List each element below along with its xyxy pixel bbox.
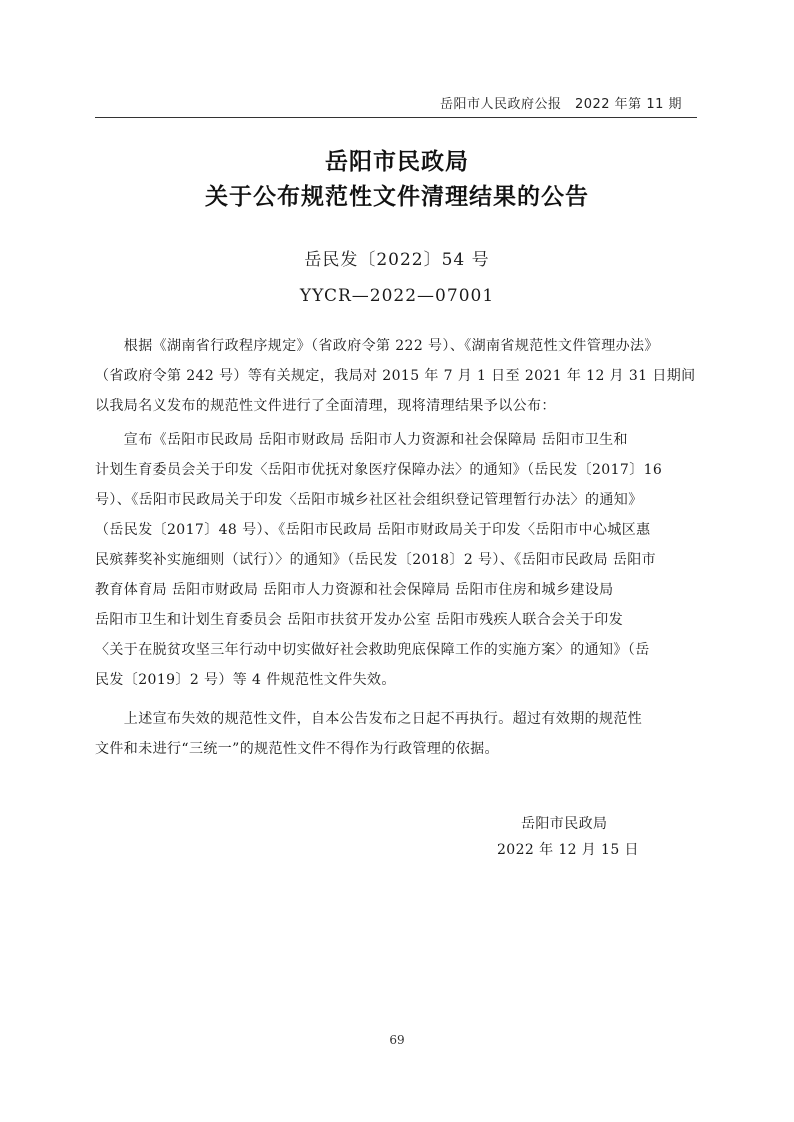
document-number: 岳民发〔2022〕54 号 [304,250,490,270]
text-line: 号）、《岳阳市民政局关于印发〈岳阳市城乡社区社会组织登记管理暂行办法〉的通知》 [95,492,643,508]
text-line: 教育体育局 岳阳市财政局 岳阳市人力资源和社会保障局 岳阳市住房和城乡建设局 [95,582,614,598]
signature-block [497,811,639,863]
paragraph-legal-basis [95,331,697,421]
text-line: （岳民发〔2017〕48 号）、《岳阳市民政局 岳阳市财政局关于印发〈岳阳市中心城区惠 [95,522,651,538]
text-line: （省政府令第 242 号）等有关规定，我局对 2015 年 7 月 1 日至 2021 年 12 月 31 日期间 [95,368,696,384]
text-line: 计划生育委员会关于印发〈岳阳市优抚对象医疗保障办法〉的通知》（岳民发〔2017〕16 [95,462,663,478]
title-subject: 关于公布规范性文件清理结果的公告 [205,184,589,210]
text-line: 文件和未进行“三统一”的规范性文件不得作为行政管理的依据。 [95,741,499,757]
header-rule [95,117,697,118]
text-line: 岳阳市卫生和计划生育委员会 岳阳市扶贫开发办公室 岳阳市残疾人联合会关于印发 [95,612,624,628]
text-line: 〈关于在脱贫攻坚三年行动中切实做好社会救助兜底保障工作的实施方案〉的通知》（岳 [95,642,650,658]
registration-number: YYCR—2022—07001 [299,286,495,306]
paragraph-effect [95,704,697,764]
title-issuer: 岳阳市民政局 [325,149,469,175]
text-line: 民殡葬奖补实施细则（试行）〉的通知》（岳民发〔2018〕2 号）、《岳阳市民政局 岳阳市 [95,552,657,568]
text-line: 宣布《岳阳市民政局 岳阳市财政局 岳阳市人力资源和社会保障局 岳阳市卫生和 [95,432,628,448]
paragraph-invalidated-documents [95,425,697,695]
text-line: 根据《湖南省行政程序规定》（省政府令第 222 号）、《湖南省规范性文件管理办法》 [95,338,659,354]
running-header: 岳阳市人民政府公报 2022 年第 11 期 [439,97,682,112]
signature-date: 2022 年 12 月 15 日 [497,842,639,858]
text-line: 以我局名义发布的规范性文件进行了全面清理，现将清理结果予以公布： [95,398,556,414]
text-line: 民发〔2019〕2 号）等 4 件规范性文件失效。 [95,672,396,688]
text-line: 上述宣布失效的规范性文件，自本公告发布之日起不再执行。超过有效期的规范性 [95,711,643,727]
signature-organization: 岳阳市民政局 [521,816,608,832]
page-number: 69 [389,1033,405,1047]
